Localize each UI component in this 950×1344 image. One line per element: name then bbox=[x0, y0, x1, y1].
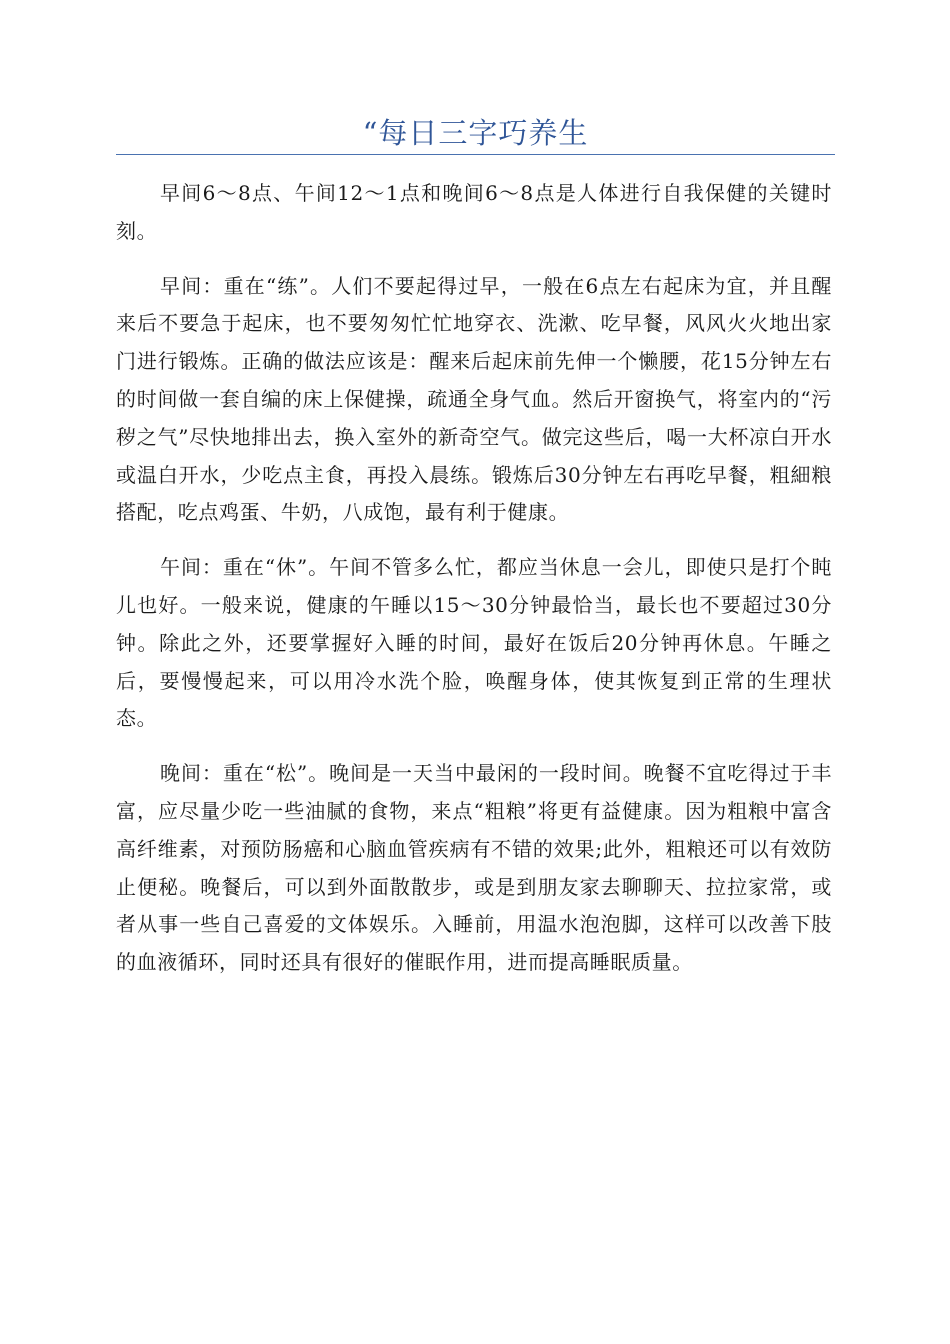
title-underline bbox=[116, 154, 835, 155]
paragraph-morning: 早间：重在“练”。人们不要起得过早，一般在6点左右起床为宜，并且醒来后不要急于起床，也不要匆匆忙忙地穿衣、洗漱、吃早餐，风风火火地出家门进行锻炼。正确的做法应该是：醒来后起床前先伸一个懒腰，花15分钟左右的时间做一套自编的床上保健操，疏通全身气血。然后开窗换气，将室内的“污秽之气”尽快地排出去，换入室外的新奇空气。做完这些后，喝一大杯凉白开水或温白开水，少吃点主食，再投入晨练。锻炼后30分钟左右再吃早餐，粗細粮搭配，吃点鸡蛋、牛奶，八成饱，最有利于健康。 bbox=[116, 273, 832, 525]
paragraph-intro: 早间6～8点、午间12～1点和晚间6～8点是人体进行自我保健的关键时刻。 bbox=[116, 181, 832, 243]
paragraph-noon: 午间：重在“休”。午间不管多么忙，都应当休息一会儿，即使只是打个盹儿也好。一般来说，健康的午睡以15～30分钟最恰当，最长也不要超过30分钟。除此之外，还要掌握好入睡的时间，最好在饭后20分钟再休息。午睡之后，要慢慢起来，可以用冷水洗个脸，唤醒身体，使其恢复到正常的生理状态。 bbox=[116, 555, 832, 731]
document-title: “每日三字巧养生 bbox=[362, 116, 589, 150]
document-body bbox=[116, 175, 832, 999]
paragraph-evening: 晚间：重在“松”。晚间是一天当中最闲的一段时间。晚餐不宜吃得过于丰富，应尽量少吃一些油腻的食物，来点“粗粮”将更有益健康。因为粗粮中富含高纤维素，对预防肠癌和心脑血管疾病有不错的效果;此外，粗粮还可以有效防止便秘。晚餐后，可以到外面散散步，或是到朋友家去聊聊天、拉拉家常，或者从事一些自己喜爱的文体娱乐。入睡前，用温水泡泡脚，这样可以改善下肢的血液循环，同时还具有很好的催眠作用，进而提高睡眠质量。 bbox=[116, 761, 832, 975]
